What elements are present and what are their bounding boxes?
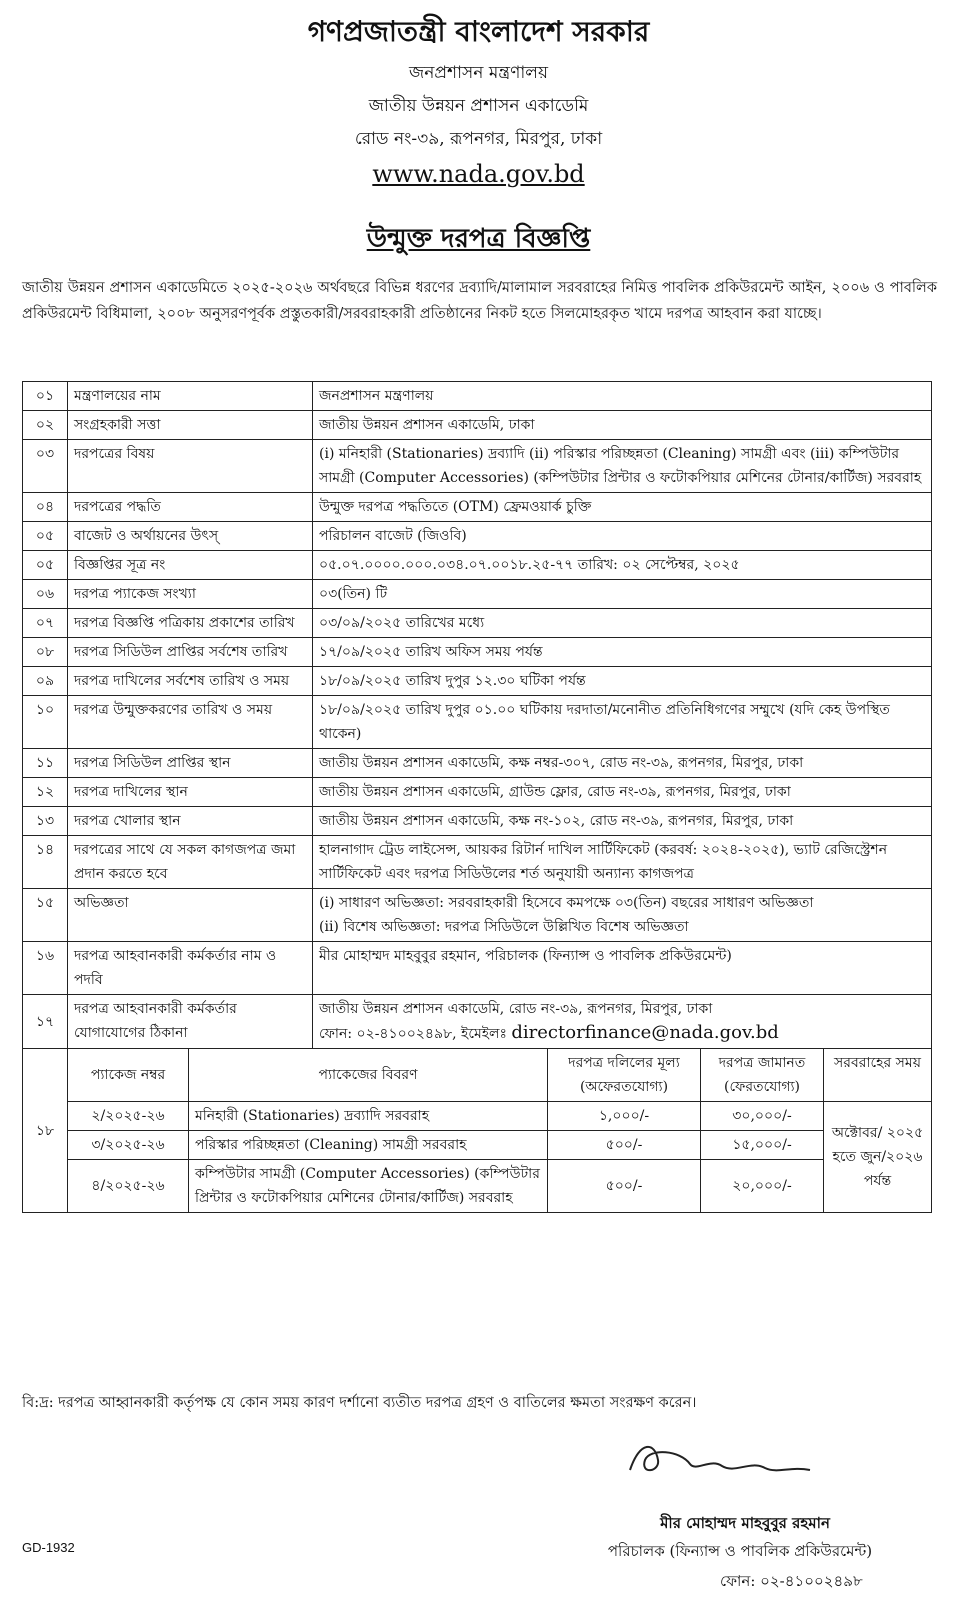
row-key: মন্ত্রণালয়ের নাম bbox=[68, 382, 313, 411]
header-document-price: দরপত্র দলিলের মূল্য (অফেরতযোগ্য) bbox=[548, 1049, 701, 1102]
package-number: ৩/২০২৫-২৬ bbox=[68, 1131, 189, 1160]
table-row bbox=[23, 1049, 932, 1213]
row-number: ০৪ bbox=[23, 493, 68, 522]
table-row bbox=[23, 749, 932, 778]
government-title: গণপ্রজাতন্ত্রী বাংলাদেশ সরকার bbox=[307, 15, 650, 48]
table-row bbox=[23, 609, 932, 638]
row-value: (i) মনিহারী (Stationaries) দ্রব্যাদি (ii) পরিস্কার পরিচ্ছন্নতা (Cleaning) সামগ্রী এবং (iii) কম্পিউটার সামগ্রী (Computer Accessories) (কম্পিউটার প্রিন্টার ও ফটোকপিয়ার মেশিনের টোনার/কার্টিজ) সরবরাহ bbox=[313, 440, 932, 493]
row-number: ১২ bbox=[23, 778, 68, 807]
tender-info-rows-extra bbox=[23, 889, 932, 1213]
contact-value bbox=[313, 995, 932, 1049]
row-key: বাজেট ও অর্থায়নের উৎস্ bbox=[68, 522, 313, 551]
row-number: ১৮ bbox=[23, 1049, 68, 1213]
table-row bbox=[23, 942, 932, 995]
row-value: জাতীয় উন্নয়ন প্রশাসন একাডেমি, কক্ষ নং-১০২, রোড নং-৩৯, রূপনগর, মিরপুর, ঢাকা bbox=[313, 807, 932, 836]
table-row bbox=[23, 778, 932, 807]
packages-cell bbox=[68, 1049, 932, 1213]
package-row bbox=[68, 1102, 931, 1131]
signatory-designation: পরিচালক (ফিন্যান্স ও পাবলিক প্রকিউরমেন্ট) bbox=[607, 1542, 873, 1560]
row-key: অভিজ্ঞতা bbox=[68, 889, 313, 942]
table-row bbox=[23, 995, 932, 1049]
row-key: দরপত্রের সাথে যে সকল কাগজপত্র জমা প্রদান করতে হবে bbox=[68, 836, 313, 889]
row-number: ১৩ bbox=[23, 807, 68, 836]
footnote: বি:দ্র: দরপত্র আহ্বানকারী কর্তৃপক্ষ যে কোন সময় কারণ দর্শানো ব্যতীত দরপত্র গ্রহণ ও বাতিলের ক্ষমতা সংরক্ষণ করেন। bbox=[22, 1395, 697, 1411]
package-desc: কম্পিউটার সামগ্রী (Computer Accessories) (কম্পিউটার প্রিন্টার ও ফটোকপিয়ার মেশিনের টোনার/কার্টিজ) সরবরাহ bbox=[189, 1160, 548, 1213]
table-row bbox=[23, 493, 932, 522]
row-key: দরপত্র সিডিউল প্রাপ্তির স্থান bbox=[68, 749, 313, 778]
table-row bbox=[23, 411, 932, 440]
row-number: ০৯ bbox=[23, 667, 68, 696]
contact-email-link[interactable]: directorfinance@nada.gov.bd bbox=[511, 1022, 779, 1043]
table-row bbox=[23, 440, 932, 493]
row-key: দরপত্র খোলার স্থান bbox=[68, 807, 313, 836]
row-key: দরপত্র সিডিউল প্রাপ্তির সর্বশেষ তারিখ bbox=[68, 638, 313, 667]
package-price: ১,০০০/- bbox=[548, 1102, 701, 1131]
package-desc: পরিস্কার পরিচ্ছন্নতা (Cleaning) সামগ্রী সরবরাহ bbox=[189, 1131, 548, 1160]
table-row bbox=[23, 551, 932, 580]
row-value: উন্মুক্ত দরপত্র পদ্ধতিতে (OTM) ফ্রেমওয়ার্ক চুক্তি bbox=[313, 493, 932, 522]
experience-special: (ii) বিশেষ অভিজ্ঞতা: দরপত্র সিডিউলে উল্লিখিত বিশেষ অভিজ্ঞতা bbox=[319, 919, 689, 935]
row-key: দরপত্রের বিষয় bbox=[68, 440, 313, 493]
table-row bbox=[23, 696, 932, 749]
row-number: ০৫ bbox=[23, 522, 68, 551]
package-security: ৩০,০০০/- bbox=[701, 1102, 824, 1131]
row-number: ০৫ bbox=[23, 551, 68, 580]
row-value: ০৩(তিন) টি bbox=[313, 580, 932, 609]
row-value: জনপ্রশাসন মন্ত্রণালয় bbox=[313, 382, 932, 411]
row-value: মীর মোহাম্মদ মাহবুবুর রহমান, পরিচালক (ফিন্যান্স ও পাবলিক প্রকিউরমেন্ট) bbox=[313, 942, 932, 995]
row-value: জাতীয় উন্নয়ন প্রশাসন একাডেমি, কক্ষ নম্বর-৩০৭, রোড নং-৩৯, রূপনগর, মিরপুর, ঢাকা bbox=[313, 749, 932, 778]
row-key: দরপত্র আহবানকারী কর্মকর্তার নাম ও পদবি bbox=[68, 942, 313, 995]
table-row bbox=[23, 807, 932, 836]
table-row bbox=[23, 638, 932, 667]
website-link[interactable]: www.nada.gov.bd bbox=[372, 160, 585, 188]
academy-name: জাতীয় উন্নয়ন প্রশাসন একাডেমি bbox=[368, 96, 589, 116]
academy-address: রোড নং-৩৯, রূপনগর, মিরপুর, ঢাকা bbox=[354, 129, 603, 149]
row-number: ০৮ bbox=[23, 638, 68, 667]
table-row bbox=[23, 382, 932, 411]
row-number: ১০ bbox=[23, 696, 68, 749]
package-row bbox=[68, 1160, 931, 1213]
row-value: পরিচালন বাজেট (জিওবি) bbox=[313, 522, 932, 551]
row-number: ১১ bbox=[23, 749, 68, 778]
package-security: ১৫,০০০/- bbox=[701, 1131, 824, 1160]
gd-number: GD-1932 bbox=[22, 1540, 75, 1555]
ministry-name: জনপ্রশাসন মন্ত্রণালয় bbox=[409, 63, 548, 83]
package-number: ২/২০২৫-২৬ bbox=[68, 1102, 189, 1131]
row-number: ০১ bbox=[23, 382, 68, 411]
header-security: দরপত্র জামানত (ফেরতযোগ্য) bbox=[701, 1049, 824, 1102]
row-number: ১৪ bbox=[23, 836, 68, 889]
contact-line bbox=[319, 1021, 925, 1046]
row-key: দরপত্র দাখিলের স্থান bbox=[68, 778, 313, 807]
row-value: ০৩/০৯/২০২৫ তারিখের মধ্যে bbox=[313, 609, 932, 638]
experience-value bbox=[313, 889, 932, 942]
row-number: ১৫ bbox=[23, 889, 68, 942]
signatory-name: মীর মোহাম্মদ মাহবুবুর রহমান bbox=[660, 1514, 830, 1532]
notice-title: উন্মুক্ত দরপত্র বিজ্ঞপ্তি bbox=[366, 224, 591, 254]
row-value: ১৭/০৯/২০২৫ তারিখ অফিস সময় পর্যন্ত bbox=[313, 638, 932, 667]
contact-address: জাতীয় উন্নয়ন প্রশাসন একাডেমি, রোড নং-৩৯, রূপনগর, মিরপুর, ঢাকা bbox=[319, 1001, 713, 1017]
row-number: ১৬ bbox=[23, 942, 68, 995]
row-value: জাতীয় উন্নয়ন প্রশাসন একাডেমি, ঢাকা bbox=[313, 411, 932, 440]
row-number: ০৩ bbox=[23, 440, 68, 493]
experience-general: (i) সাধারণ অভিজ্ঞতা: সরবরাহকারী হিসেবে কমপক্ষে ০৩(তিন) বছরের সাধারণ অভিজ্ঞতা bbox=[319, 895, 814, 911]
row-key: দরপত্র বিজ্ঞপ্তি পত্রিকায় প্রকাশের তারিখ bbox=[68, 609, 313, 638]
package-number: ৪/২০২৫-২৬ bbox=[68, 1160, 189, 1213]
packages-header-row bbox=[68, 1049, 931, 1102]
row-number: ১৭ bbox=[23, 995, 68, 1049]
header-delivery-time: সরবরাহের সময় bbox=[824, 1049, 932, 1102]
table-row bbox=[23, 889, 932, 942]
signatory-phone: ফোন: ০২-৪১০০২৪৯৮ bbox=[720, 1572, 863, 1590]
row-number: ০৭ bbox=[23, 609, 68, 638]
table-row bbox=[23, 522, 932, 551]
header-package-desc: প্যাকেজের বিবরণ bbox=[189, 1049, 548, 1102]
row-key: দরপত্র প্যাকেজ সংখ্যা bbox=[68, 580, 313, 609]
table-row bbox=[23, 836, 932, 889]
row-value: ১৮/০৯/২০২৫ তারিখ দুপুর ০১.০০ ঘটিকায় দরদাতা/মনোনীত প্রতিনিধিগণের সম্মুখে (যদি কেহ উপস্থিত থাকেন) bbox=[313, 696, 932, 749]
row-value: ০৫.০৭.০০০০.০০০.০৩৪.০৭.০০১৮.২৫-৭৭ তারিখ: ০২ সেপ্টেম্বর, ২০২৫ bbox=[313, 551, 932, 580]
tender-info-rows bbox=[23, 382, 932, 889]
row-value: হালনাগাদ ট্রেড লাইসেন্স, আয়কর রিটার্ন দাখিল সার্টিফিকেট (করবর্ষ: ২০২৪-২০২৫), ভ্যাট রেজিস্ট্রেশন সার্টিফিকেট এবং দরপত্র সিডিউলের শর্ত অনুযায়ী অন্যান্য কাগজপত্র bbox=[313, 836, 932, 889]
packages-table bbox=[68, 1049, 931, 1212]
intro-paragraph: জাতীয় উন্নয়ন প্রশাসন একাডেমিতে ২০২৫-২০২৬ অর্থবছরে বিভিন্ন ধরণের দ্রব্যাদি/মালামাল সরবরাহের নিমিত্ত পাবলিক প্রকিউরমেন্ট আইন, ২০০৬ ও পাবলিক প্রকিউরমেন্ট বিধিমালা, ২০০৮ অনুসরণপূর্বক প্রস্তুতকারী/সরবরাহকারী প্রতিষ্ঠানের নিকট হতে সিলমোহরকৃত খামে দরপত্র আহবান করা যাচ্ছে। bbox=[22, 280, 937, 322]
row-key: বিজ্ঞপ্তির সূত্র নং bbox=[68, 551, 313, 580]
package-desc: মনিহারী (Stationaries) দ্রব্যাদি সরবরাহ bbox=[189, 1102, 548, 1131]
header-package-number: প্যাকেজ নম্বর bbox=[68, 1049, 189, 1102]
table-row bbox=[23, 580, 932, 609]
package-price: ৫০০/- bbox=[548, 1160, 701, 1213]
row-number: ০২ bbox=[23, 411, 68, 440]
delivery-time: অক্টোবর/ ২০২৫ হতে জুন/২০২৬ পর্যন্ত bbox=[824, 1102, 932, 1213]
table-row bbox=[23, 667, 932, 696]
contact-phone: ফোন: ০২-৪১০০২৪৯৮, ইমেইলঃ bbox=[319, 1026, 507, 1042]
row-key: দরপত্র দাখিলের সর্বশেষ তারিখ ও সময় bbox=[68, 667, 313, 696]
package-price: ৫০০/- bbox=[548, 1131, 701, 1160]
row-value: ১৮/০৯/২০২৫ তারিখ দুপুর ১২.৩০ ঘটিকা পর্যন্ত bbox=[313, 667, 932, 696]
row-key: দরপত্রের পদ্ধতি bbox=[68, 493, 313, 522]
row-value: জাতীয় উন্নয়ন প্রশাসন একাডেমি, গ্রাউন্ড ফ্লোর, রোড নং-৩৯, রূপনগর, মিরপুর, ঢাকা bbox=[313, 778, 932, 807]
signature-icon bbox=[610, 1430, 830, 1490]
row-key: সংগ্রহকারী সত্তা bbox=[68, 411, 313, 440]
row-key: দরপত্র উন্মুক্তকরণের তারিখ ও সময় bbox=[68, 696, 313, 749]
package-security: ২০,০০০/- bbox=[701, 1160, 824, 1213]
row-key: দরপত্র আহবানকারী কর্মকর্তার যোগাযোগের ঠিকানা bbox=[68, 995, 313, 1049]
tender-info-table bbox=[22, 381, 932, 1213]
row-number: ০৬ bbox=[23, 580, 68, 609]
package-row bbox=[68, 1131, 931, 1160]
